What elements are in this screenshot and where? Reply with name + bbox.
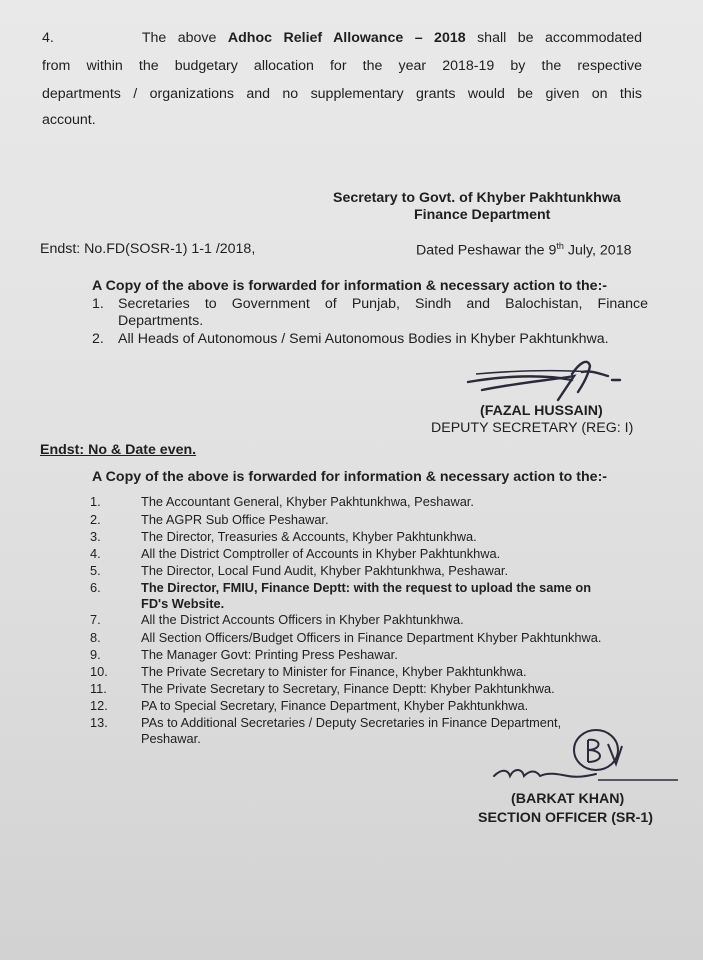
list1-item-1-cont: Departments. — [118, 313, 204, 329]
copy-forward-line-1: A Copy of the above is forwarded for information & necessary action to the:- — [92, 278, 608, 294]
secretary-department: Finance Department — [414, 207, 551, 223]
list2-num: 10. — [90, 664, 108, 679]
list2-item-cont: FD's Website. — [141, 596, 225, 611]
list2-num: 12. — [90, 698, 108, 713]
secretary-title: Secretary to Govt. of Khyber Pakhtunkhwa — [333, 190, 621, 206]
paragraph-line-4: account. — [42, 112, 96, 128]
list2-item: The AGPR Sub Office Peshawar. — [141, 512, 329, 527]
list2-item: All the District Accounts Officers in Khyber Pakhtunkhwa. — [141, 612, 464, 627]
section-officer-title: SECTION OFFICER (SR-1) — [478, 810, 653, 826]
paragraph-line-2: from within the budgetary allocation for the year 2018-19 by the respective — [42, 58, 642, 74]
list2-num: 11. — [90, 681, 107, 696]
list2-item: PAs to Additional Secretaries / Deputy Secretaries in Finance Department, — [141, 715, 562, 730]
list2-num: 9. — [90, 647, 101, 662]
list2-num: 4. — [90, 546, 101, 561]
list2-item: The Private Secretary to Minister for Finance, Khyber Pakhtunkhwa. — [141, 664, 527, 679]
list2-item: The Private Secretary to Secretary, Finance Deptt: Khyber Pakhtunkhwa. — [141, 681, 555, 696]
deputy-secretary-title: DEPUTY SECRETARY (REG: I) — [431, 420, 634, 436]
list1-item-1: Secretaries to Government of Punjab, Sindh and Balochistan, Finance — [118, 296, 648, 312]
allowance-name: Adhoc Relief Allowance – 2018 — [227, 30, 466, 46]
list2-num: 7. — [90, 612, 101, 627]
list2-num: 13. — [90, 715, 108, 730]
section-officer-name: (BARKAT KHAN) — [511, 791, 625, 807]
list2-item: The Director, Treasuries & Accounts, Khyber Pakhtunkhwa. — [141, 529, 477, 544]
list2-num: 5. — [90, 563, 101, 578]
list2-num: 1. — [90, 494, 101, 509]
deputy-secretary-name: (FAZAL HUSSAIN) — [480, 403, 603, 419]
endorsement-2-reference: Endst: No & Date even. — [40, 442, 197, 458]
paragraph-number: 4. — [42, 30, 54, 46]
list2-item: All the District Comptroller of Accounts in Khyber Pakhtunkhwa. — [141, 546, 501, 561]
section-officer-signature — [488, 720, 688, 800]
list2-item: PA to Special Secretary, Finance Department, Khyber Pakhtunkhwa. — [141, 698, 529, 713]
paragraph-line-1: 4. The above Adhoc Relief Allowance – 2018 shall be accommodated — [42, 30, 642, 46]
list1-item-2: All Heads of Autonomous / Semi Autonomous Bodies in Khyber Pakhtunkhwa. — [118, 331, 609, 347]
endorsement-reference: Endst: No.FD(SOSR-1) 1-1 /2018, — [40, 241, 256, 257]
list2-num: 3. — [90, 529, 101, 544]
list2-item: The Director, FMIU, Finance Deptt: with the request to upload the same on — [141, 580, 592, 595]
endorsement-date: Dated Peshawar the 9th July, 2018 — [416, 241, 632, 259]
list2-item: The Manager Govt: Printing Press Peshawar. — [141, 647, 398, 662]
list1-num-1: 1. — [92, 296, 104, 312]
list2-item-cont: Peshawar. — [141, 731, 201, 746]
list2-item: The Accountant General, Khyber Pakhtunkhwa, Peshawar. — [141, 494, 474, 509]
list2-item: All Section Officers/Budget Officers in Finance Department Khyber Pakhtunkhwa. — [141, 630, 602, 645]
list2-num: 6. — [90, 580, 101, 595]
copy-forward-line-2: A Copy of the above is forwarded for information & necessary action to the:- — [92, 469, 608, 485]
list1-num-2: 2. — [92, 331, 104, 347]
list2-num: 8. — [90, 630, 101, 645]
list2-item: The Director, Local Fund Audit, Khyber Pakhtunkhwa, Peshawar. — [141, 563, 509, 578]
paragraph-line-3: departments / organizations and no supplementary grants would be given on this — [42, 86, 642, 102]
list2-num: 2. — [90, 512, 101, 527]
